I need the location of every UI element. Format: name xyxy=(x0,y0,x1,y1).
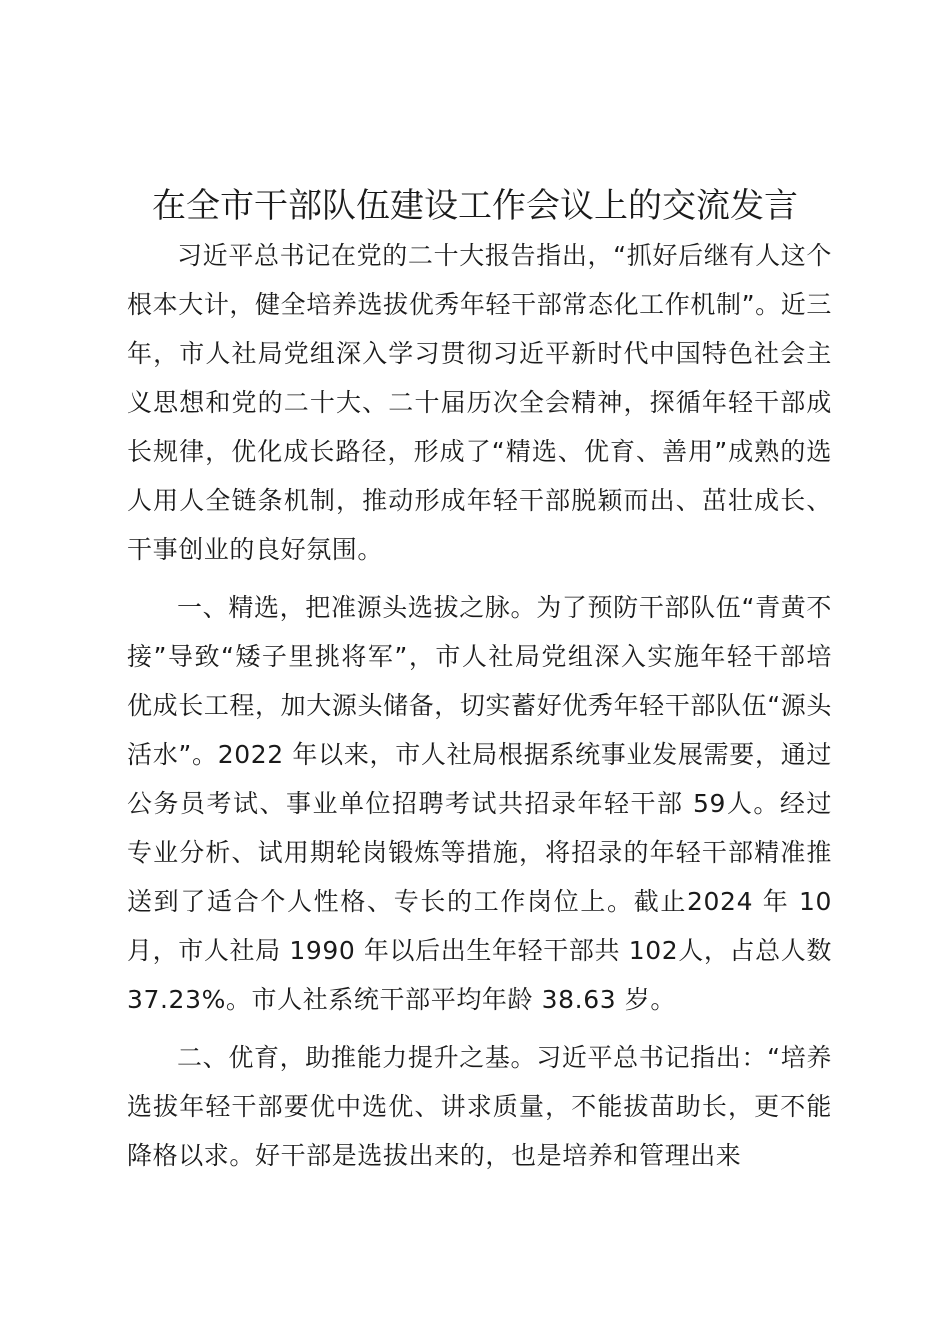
document-title: 在全市干部队伍建设工作会议上的交流发言 xyxy=(152,186,798,226)
document-body xyxy=(127,231,832,1180)
paragraph-section-1: 一、精选，把准源头选拔之脉。为了预防干部队伍“青黄不接”导致“矮子里挑将军”，市人社局党组深入实施年轻干部培优成长工程，加大源头储备，切实蓄好优秀年轻干部队伍“源头活水”。2022 年以来，市人社局根据系统事业发展需要，通过公务员考试、事业单位招聘考试共招录年轻干部 59人。经过专业分析、试用期轮岗锻炼等措施，将招录的年轻干部精准推送到了适合个人性格、专长的工作岗位上。截止2024 年 10 月，市人社局 1990 年以后出生年轻干部共 102人，占总人数 37.23%。市人社系统干部平均年龄 38.63 岁。 xyxy=(127,593,832,1014)
paragraph-intro: 习近平总书记在党的二十大报告指出，“抓好后继有人这个根本大计，健全培养选拔优秀年轻干部常态化工作机制”。近三年，市人社局党组深入学习贯彻习近平新时代中国特色社会主义思想和党的二十大、二十届历次全会精神，探循年轻干部成长规律，优化成长路径，形成了“精选、优育、善用”成熟的选人用人全链条机制，推动形成年轻干部脱颖而出、茁壮成长、干事创业的良好氛围。 xyxy=(127,241,832,564)
paragraph-section-2: 二、优育，助推能力提升之基。习近平总书记指出：“培养选拔年轻干部要优中选优、讲求质量，不能拔苗助长，更不能降格以求。好干部是选拔出来的，也是培养和管理出来 xyxy=(127,1043,832,1170)
